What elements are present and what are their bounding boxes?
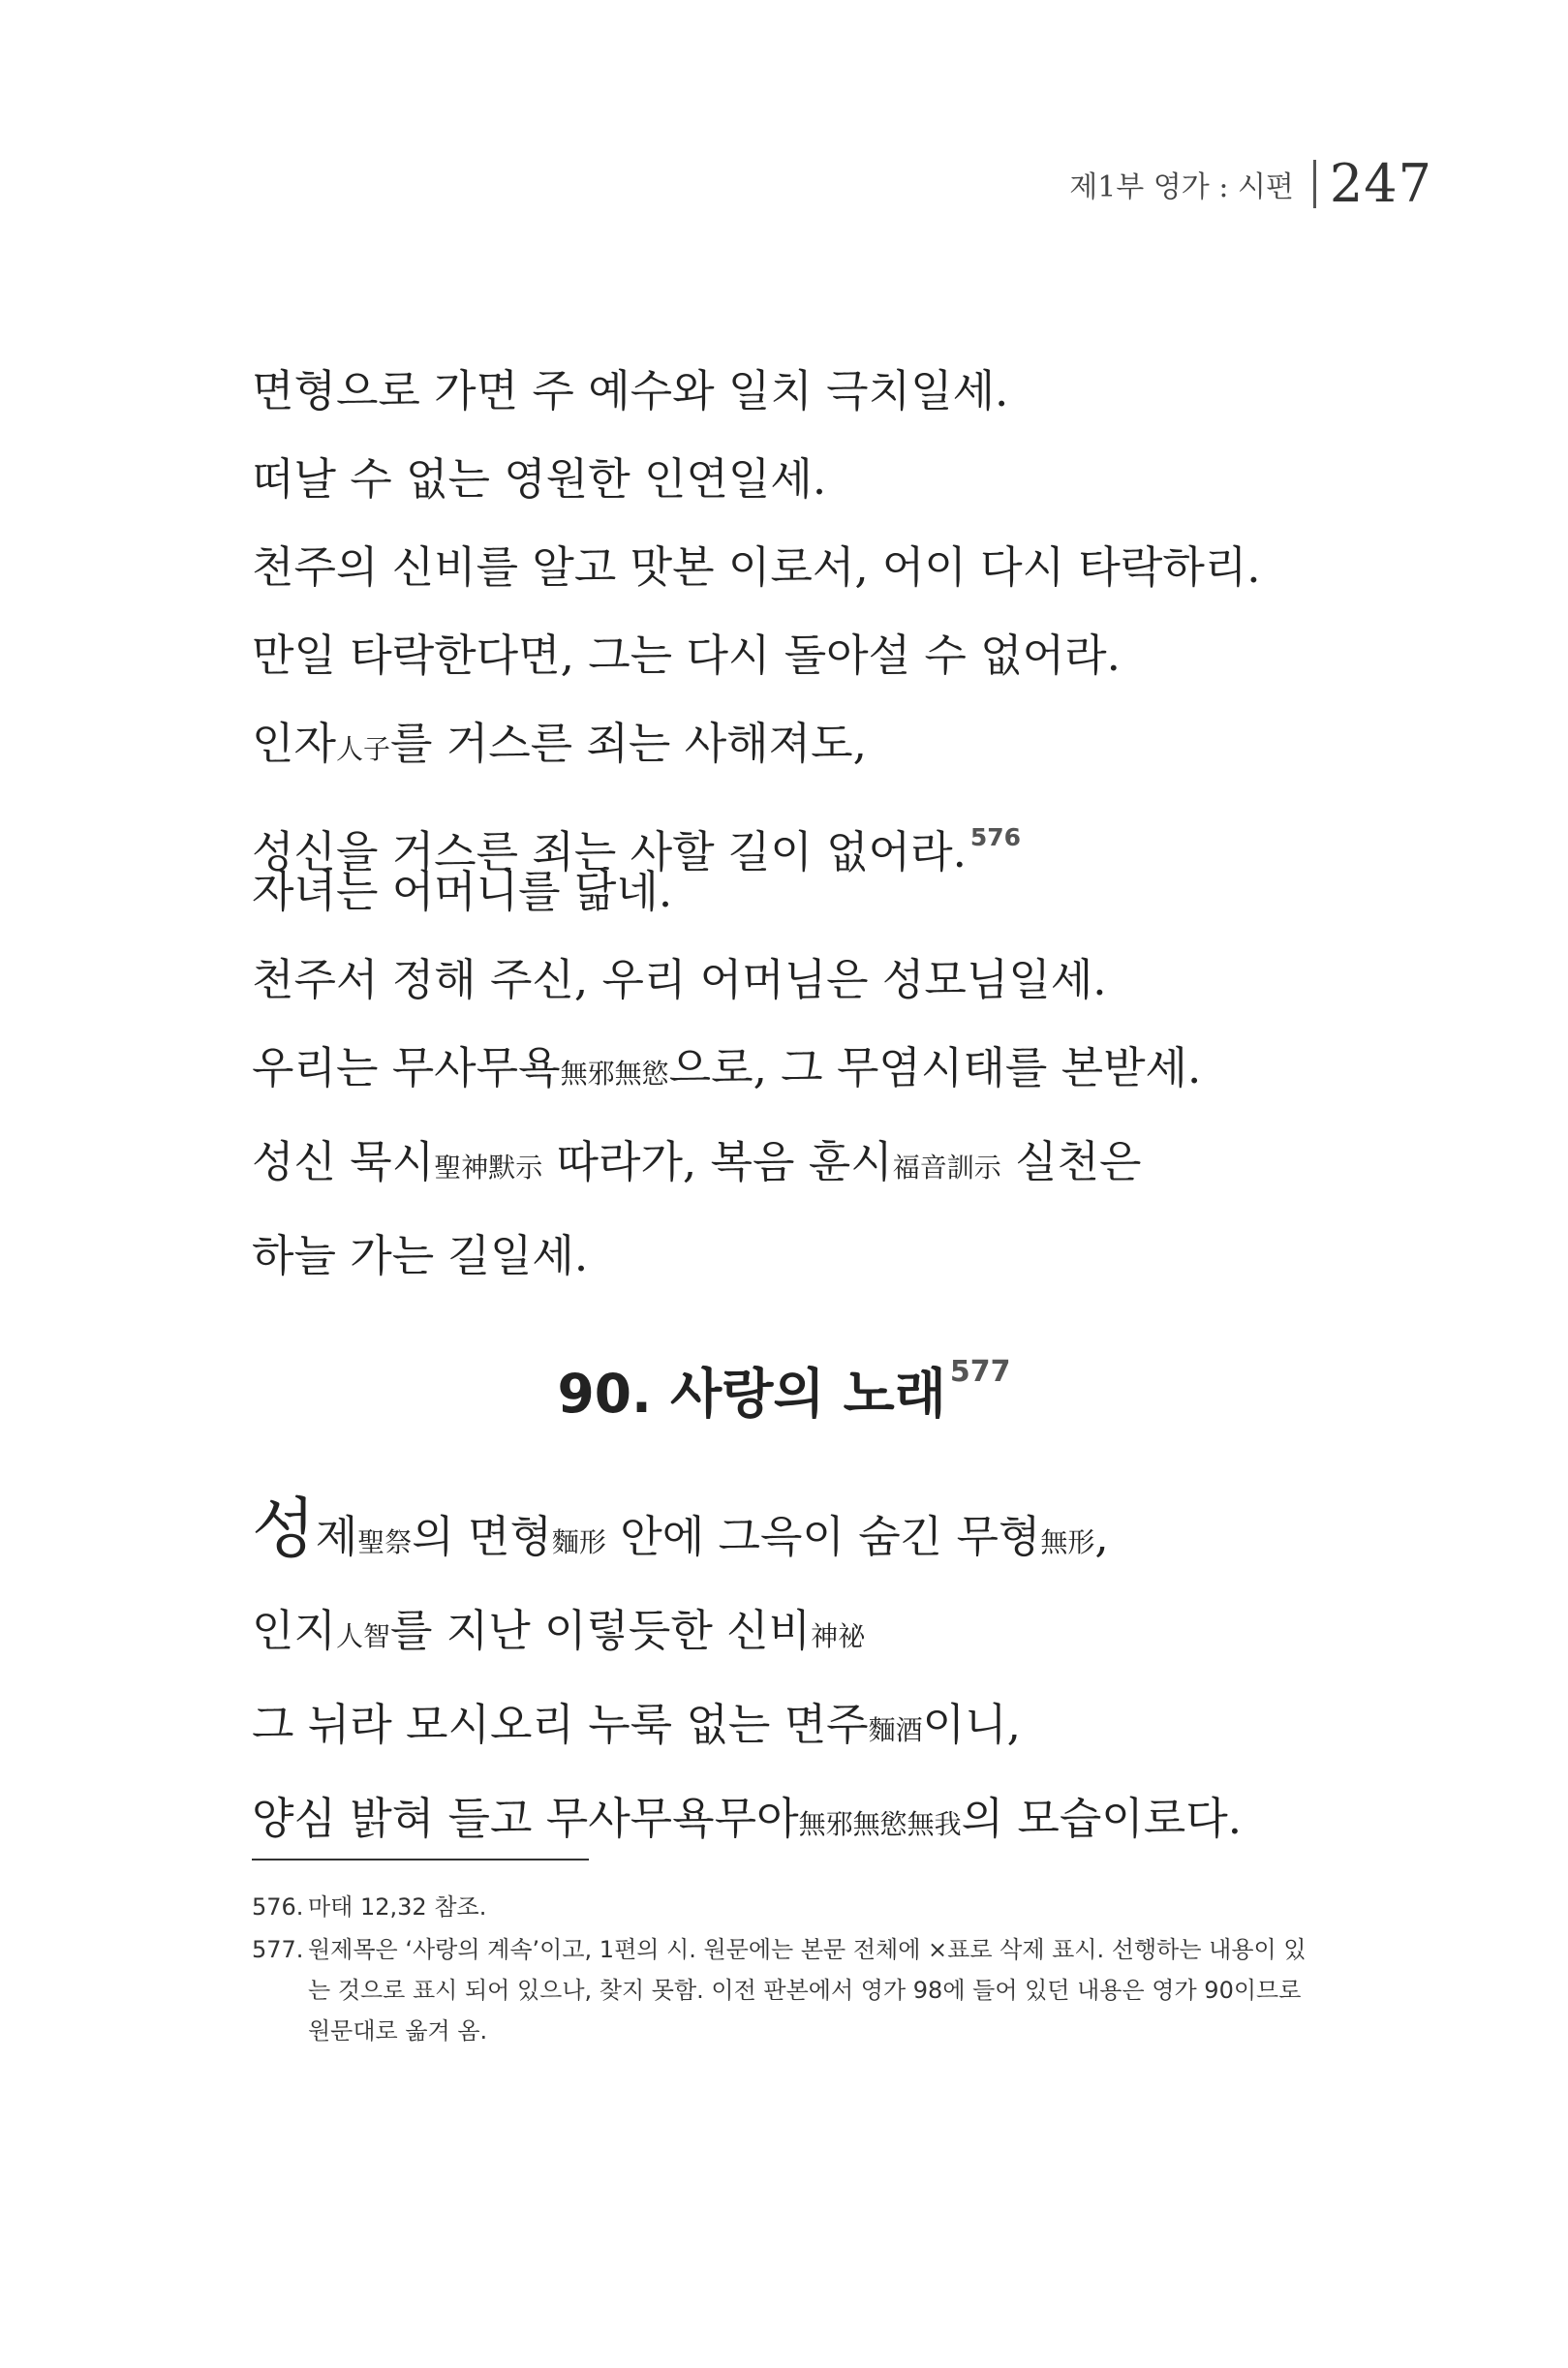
hanja-gloss: 人子 bbox=[335, 733, 390, 765]
footnote-text: 마태 12,32 참조. bbox=[308, 1893, 487, 1921]
verse-line: 천주서 정해 주신, 우리 어머님은 성모님일세. bbox=[252, 954, 1107, 1005]
hanja-gloss: 人智 bbox=[335, 1620, 390, 1652]
poem-body bbox=[252, 1486, 1356, 1868]
verse-line: 만일 타락한다면, 그는 다시 돌아설 수 없어라. bbox=[252, 630, 1121, 681]
page-number: 247 bbox=[1329, 153, 1432, 214]
footnotes bbox=[252, 1887, 1327, 2053]
hanja-gloss: 無邪無慾無我 bbox=[798, 1808, 962, 1840]
footnote-577 bbox=[252, 1929, 1327, 2051]
drop-cap: 성 bbox=[252, 1492, 316, 1568]
footnote-divider bbox=[252, 1859, 589, 1861]
hanja-gloss: 聖神默示 bbox=[434, 1152, 543, 1184]
footnote-ref-576: 576 bbox=[969, 823, 1022, 851]
verse-line: 자녀는 어머니를 닮네. bbox=[252, 866, 673, 917]
hanja-gloss: 聖祭 bbox=[357, 1526, 413, 1558]
verse-line: 우리는 무사무욕無邪無慾으로, 그 무염시태를 본받세. bbox=[252, 1042, 1202, 1093]
verse-line: 인자人子를 거스른 죄는 사해져도, bbox=[252, 718, 867, 769]
running-head-divider bbox=[1313, 160, 1316, 208]
hanja-gloss: 神祕 bbox=[811, 1620, 866, 1652]
running-head-section: 제1부 영가 : 시편 bbox=[1069, 169, 1294, 204]
hanja-gloss: 無形 bbox=[1040, 1526, 1095, 1558]
verse-line: 하늘 가는 길일세. bbox=[252, 1230, 589, 1281]
stanza-2 bbox=[252, 847, 1356, 1300]
stanza-1 bbox=[252, 347, 1356, 896]
footnote-ref-577: 577 bbox=[949, 1355, 1011, 1389]
verse-line: 천주의 신비를 알고 맛본 이로서, 어이 다시 타락하리. bbox=[252, 541, 1261, 593]
verse-line: 성제聖祭의 면형麵形 안에 그윽이 숨긴 무형無形, bbox=[252, 1492, 1109, 1568]
hanja-gloss: 福音訓示 bbox=[892, 1152, 1001, 1184]
verse-line: 면형으로 가면 주 예수와 일치 극치일세. bbox=[252, 365, 1009, 416]
hanja-gloss: 麵酒 bbox=[868, 1714, 923, 1746]
poem-title: 90. 사랑의 노래 $^{577}$ bbox=[557, 1355, 1011, 1425]
verse-line: 떠날 수 없는 영원한 인연일세. bbox=[252, 453, 827, 505]
footnote-number: 576. bbox=[252, 1893, 304, 1921]
footnote-576 bbox=[252, 1887, 1327, 1927]
verse-line: 성신을 거스른 죄는 사할 길이 없어라. $^{576}$ bbox=[252, 823, 1022, 877]
verse-line: 양심 밝혀 들고 무사무욕무아無邪無慾無我의 모습이로다. bbox=[252, 1793, 1243, 1844]
hanja-gloss: 無邪無慾 bbox=[560, 1058, 669, 1090]
verse-line: 그 뉘라 모시오리 누룩 없는 면주麵酒이니, bbox=[252, 1699, 1021, 1750]
verse-line: 인지人智를 지난 이렇듯한 신비神祕 bbox=[252, 1605, 866, 1656]
verse-line: 성신 묵시聖神默示 따라가, 복음 훈시福音訓示 실천은 bbox=[252, 1136, 1142, 1187]
hanja-gloss: 麵形 bbox=[551, 1526, 606, 1558]
footnote-number: 577. bbox=[252, 1936, 304, 1963]
running-head bbox=[1069, 153, 1432, 214]
footnote-text: 원제목은 ‘사랑의 계속’이고, 1편의 시. 원문에는 본문 전체에 ×표로 삭제 표시. 선행하는 내용이 있는 것으로 표시 되어 있으나, 찾지 못함. 이전 판본에서 영가 98에 들어 있던 내용은 영가 90이므로 원문대로 옮겨 옴. bbox=[308, 1936, 1307, 2045]
